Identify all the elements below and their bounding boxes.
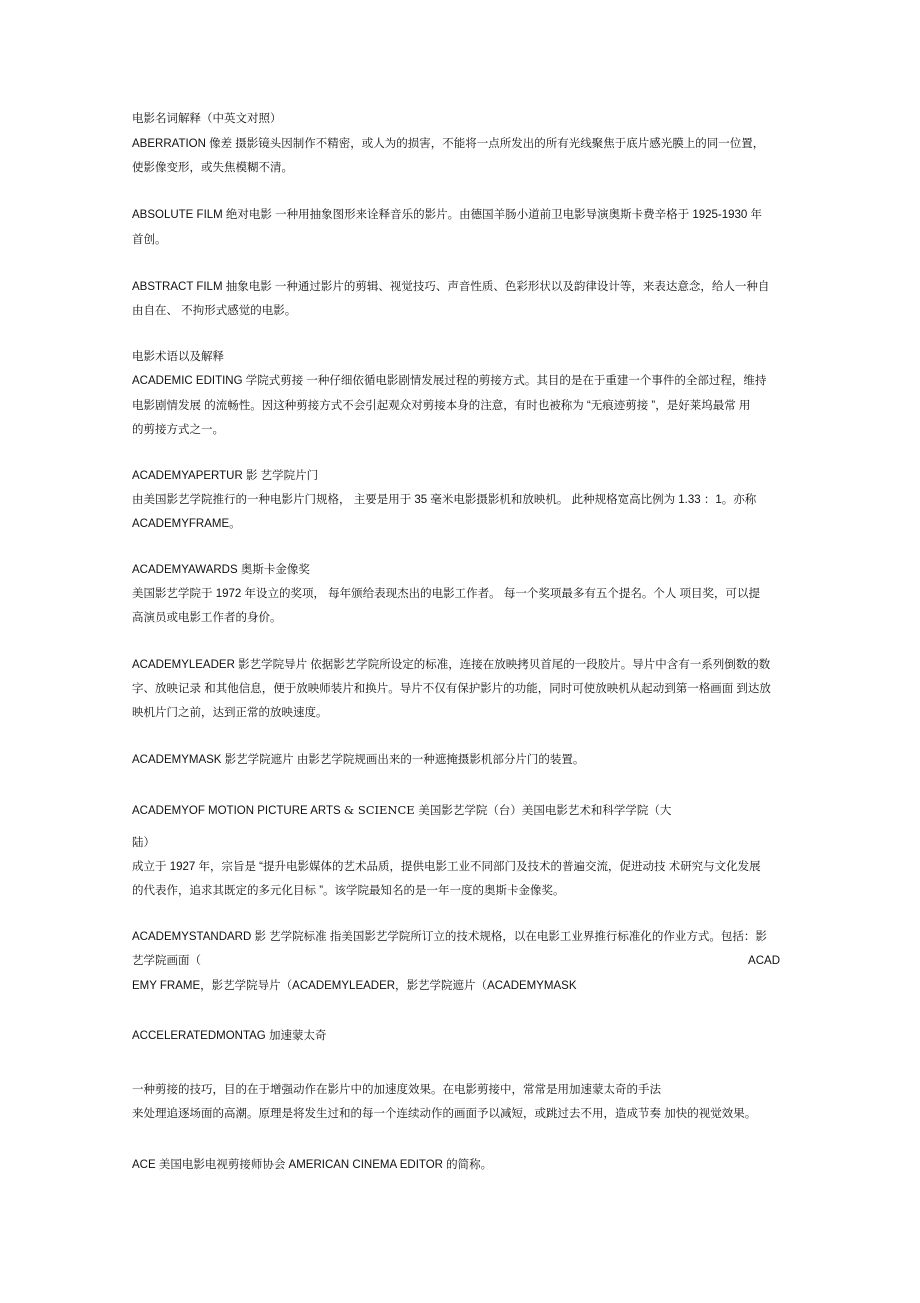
part-b: 影艺学院导片（ xyxy=(211,978,293,992)
entry-academic-editing-line-3: 的剪接方式之一。 xyxy=(132,424,224,436)
heading-part-1: ACADEMYOF MOTION PICTURE ARTS xyxy=(132,805,344,817)
heading-en: ACCELERATEDMONTAG xyxy=(132,1030,269,1042)
part-a: EMY FRAME， xyxy=(132,980,212,992)
heading-continuation: 陆） xyxy=(132,837,155,849)
entry-academy-aperture-heading: ACADEMYAPERTUR 影 艺学院片门 xyxy=(132,470,319,482)
heading-zh: 加速蒙太奇 xyxy=(268,1028,327,1042)
entry-academy-mask: ACADEMYMASK 影艺学院遮片 由影艺学院规画出来的一种遮掩摄影机部分片门的装置。 xyxy=(132,754,585,766)
entry-ace xyxy=(132,1156,492,1173)
entry-academy-standard-line-2: 艺学院画面（ xyxy=(132,955,201,967)
entry-academy-of-motion-picture-heading xyxy=(132,802,671,819)
entry-academic-editing-line-2: 电影剧情发展 的流畅性。因这种剪接方式不会引起观众对剪接本身的注意，有时也被称为 “无痕迹剪接 ”，是好莱坞最常 用 xyxy=(132,400,751,412)
entry-absolute-film-line-1: ABSOLUTE FILM 绝对电影 一种用抽象图形来诠释音乐的影片。由德国羊肠小道前卫电影导演奥斯卡费辛格于 1925-1930 年 xyxy=(132,209,763,221)
entry-academic-editing-line-1: ACADEMIC EDITING 学院式剪接 一种仔细依循电影剧情发展过程的剪接方式。其目的是在于重建一个事件的全部过程，维持 xyxy=(132,375,767,387)
entry-academy-standard-line-1: ACADEMYSTANDARD 影 艺学院标准 指美国影艺学院所订立的技术规格，以在电影工业界推行标准化的作业方式。包括：影 xyxy=(132,931,767,943)
part-e: ACADEMYMASK xyxy=(487,980,577,992)
entry-absolute-film-line-2: 首创。 xyxy=(132,234,167,246)
entry-accelerated-montage-line-2: 来处理追逐场面的高潮。原理是将发生过和的每一个连续动作的画面予以减短，或跳过去不用，造成节奏 加快的视觉效果。 xyxy=(132,1108,757,1120)
entry-academy-awards-heading: ACADEMYAWARDS 奥斯卡金像奖 xyxy=(132,564,310,576)
entry-academy-of-motion-picture-line-2: 的代表作，追求其既定的多元化目标 ”。该学院最知名的是一年一度的奥斯卡金像奖。 xyxy=(132,885,565,897)
entry-abstract-film-line-2: 由自在、 不拘形式感觉的电影。 xyxy=(132,305,297,317)
section-heading: 电影术语以及解释 xyxy=(132,351,224,363)
doc-title: 电影名词解释（中英文对照） xyxy=(132,113,282,125)
ace-zh: 美国电影电视剪接师协会 xyxy=(158,1157,286,1171)
entry-academy-aperture-line-2: ACADEMYFRAME。 xyxy=(132,518,241,530)
heading-part-2: & SCIENCE 美国影艺学院（台）美国电影艺术和科学学院（大 xyxy=(343,803,672,817)
entry-abstract-film-line-1: ABSTRACT FILM 抽象电影 一种通过影片的剪辑、视觉技巧、声音性质、色彩形状以及韵律设计等，来表达意念，给人一种自 xyxy=(132,281,770,293)
part-d: 影艺学院遮片（ xyxy=(406,978,488,992)
entry-academy-leader-line-2: 字、放映记录 和其他信息，便于放映师装片和换片。导片不仅有保护影片的功能，同时可使放映机从起动到第一格画面 到达放 xyxy=(132,683,771,695)
entry-aberration-line-1: ABERRATION 像差 摄影镜头因制作不精密，或人为的损害，不能将一点所发出的所有光线聚焦于底片感光膜上的同一位置， xyxy=(132,138,765,150)
ace-abbr: ACE xyxy=(132,1159,159,1171)
entry-academy-awards-line-1: 美国影艺学院于 1972 年设立的奖项， 每年颁给表现杰出的电影工作者。 每一个奖项最多有五个提名。个人 项目奖，可以提 xyxy=(132,588,761,600)
part-c: ACADEMYLEADER， xyxy=(292,980,407,992)
ace-en: AMERICAN CINEMA EDITOR 的简称。 xyxy=(285,1159,493,1171)
entry-academy-aperture-line-1: 由美国影艺学院推行的一种电影片门规格， 主要是用于 35 毫米电影摄影机和放映机。 此种规格宽高比例为 1.33 ：1。亦称 xyxy=(132,494,757,506)
entry-academy-leader-line-3: 映机片门之前，达到正常的放映速度。 xyxy=(132,707,328,719)
entry-academy-standard-line-3 xyxy=(132,977,577,994)
entry-accelerated-montage-line-1: 一种剪接的技巧，目的在于增强动作在影片中的加速度效果。在电影剪接中，常常是用加速蒙太奇的手法 xyxy=(132,1084,661,1096)
entry-accelerated-montage-heading xyxy=(132,1027,326,1044)
entry-academy-leader-line-1: ACADEMYLEADER 影艺学院导片 依据影艺学院所设定的标准，连接在放映拷贝首尾的一段胶片。导片中含有一系列倒数的数 xyxy=(132,659,771,671)
entry-aberration-line-2: 使影像变形，或失焦模糊不清。 xyxy=(132,162,293,174)
entry-academy-awards-line-2: 高演员或电影工作者的身价。 xyxy=(132,612,282,624)
entry-academy-of-motion-picture-line-1: 成立于 1927 年，宗旨是 “提升电影媒体的艺术品质，提供电影工业不同部门及技术的普遍交流，促进动技 术研究与文化发展 xyxy=(132,861,761,873)
entry-academy-standard-line-2-right: ACAD xyxy=(748,955,780,967)
